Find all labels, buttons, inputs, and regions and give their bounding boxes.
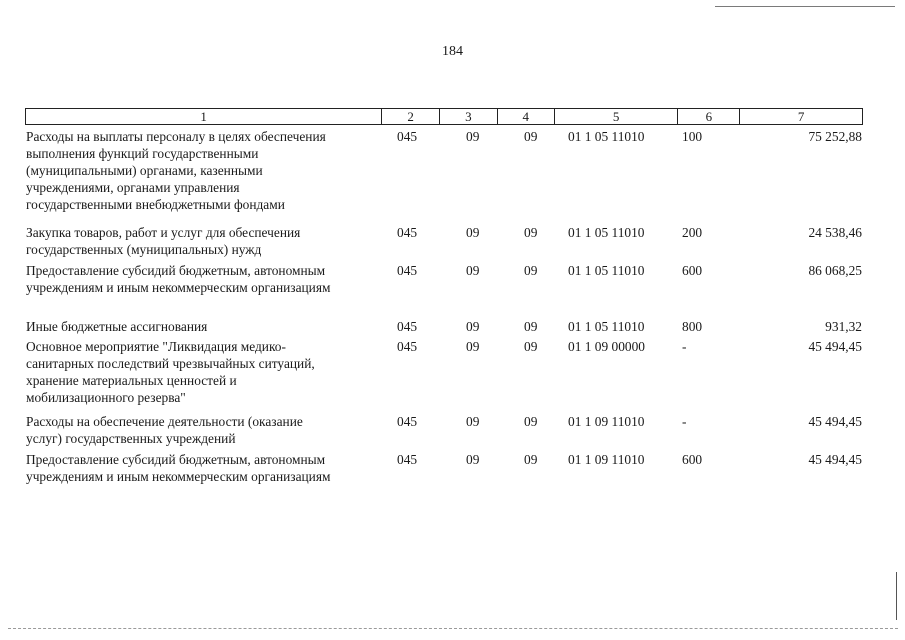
expense-type: 100 <box>682 129 703 144</box>
expense-name <box>26 451 382 485</box>
target-article: 01 1 05 11010 <box>568 319 645 334</box>
section-code: 09 <box>466 452 480 467</box>
expense-name-line: Закупка товаров, работ и услуг для обеспечения <box>26 225 301 240</box>
expense-name-line: Предоставление субсидий бюджетным, автономным <box>26 263 326 278</box>
target-article: 01 1 09 11010 <box>568 414 645 429</box>
expense-type: - <box>682 414 687 429</box>
expense-name-line: учреждениями, органами управления <box>26 180 240 195</box>
section-code: 09 <box>466 319 480 334</box>
scan-edge-top <box>715 6 895 7</box>
expense-name-line: выполнения функций государственными <box>26 146 259 161</box>
expense-name-line: услуг) государственных учреждений <box>26 431 236 446</box>
target-article: 01 1 05 11010 <box>568 225 645 240</box>
page-number: 184 <box>442 44 463 59</box>
table-header <box>25 108 863 125</box>
expense-name <box>26 128 382 213</box>
section-code: 09 <box>466 414 480 429</box>
section-code: 09 <box>466 263 480 278</box>
expense-type: 800 <box>682 319 703 334</box>
section-code: 09 <box>466 225 480 240</box>
expense-type: 600 <box>682 452 703 467</box>
expense-name-line: Предоставление субсидий бюджетным, автономным <box>26 452 326 467</box>
scan-edge-right <box>896 572 897 620</box>
column-header-2: 2 <box>381 109 439 124</box>
target-article: 01 1 05 11010 <box>568 129 645 144</box>
expense-name-line: санитарных последствий чрезвычайных ситуаций, <box>26 356 315 371</box>
subsection-code: 09 <box>524 414 538 429</box>
expense-name-line: государственных (муниципальных) нужд <box>26 242 262 257</box>
subsection-code: 09 <box>524 339 538 354</box>
column-header-6: 6 <box>677 109 739 124</box>
column-header-1: 1 <box>200 109 207 124</box>
expense-name <box>26 318 382 335</box>
expense-name-line: мобилизационного резерва" <box>26 390 186 405</box>
scan-edge-bottom <box>8 628 898 629</box>
column-header-7: 7 <box>739 109 862 124</box>
amount: 45 494,45 <box>808 452 862 467</box>
expense-name-line: (муниципальными) органами, казенными <box>26 163 263 178</box>
amount: 86 068,25 <box>808 263 862 278</box>
target-article: 01 1 05 11010 <box>568 263 645 278</box>
expense-type: - <box>682 339 687 354</box>
admin-code: 045 <box>397 225 418 240</box>
expense-name-line: государственными внебюджетными фондами <box>26 197 285 212</box>
subsection-code: 09 <box>524 319 538 334</box>
expense-name-line: учреждениям и иным некоммерческим организациям <box>26 469 331 484</box>
expense-type: 200 <box>682 225 703 240</box>
amount: 931,32 <box>825 319 862 334</box>
amount: 75 252,88 <box>808 129 862 144</box>
target-article: 01 1 09 00000 <box>568 339 645 354</box>
target-article: 01 1 09 11010 <box>568 452 645 467</box>
subsection-code: 09 <box>524 129 538 144</box>
subsection-code: 09 <box>524 452 538 467</box>
expense-name-line: хранение материальных ценностей и <box>26 373 237 388</box>
expense-name <box>26 413 382 447</box>
admin-code: 045 <box>397 319 418 334</box>
admin-code: 045 <box>397 263 418 278</box>
expense-type: 600 <box>682 263 703 278</box>
expense-name <box>26 338 382 406</box>
section-code: 09 <box>466 129 480 144</box>
expense-name-line: Иные бюджетные ассигнования <box>26 319 208 334</box>
subsection-code: 09 <box>524 263 538 278</box>
expense-name-line: Расходы на обеспечение деятельности (оказание <box>26 414 303 429</box>
column-header-5: 5 <box>554 109 678 124</box>
expense-name <box>26 262 382 296</box>
section-code: 09 <box>466 339 480 354</box>
expense-name-line: Основное мероприятие "Ликвидация медико- <box>26 339 286 354</box>
amount: 24 538,46 <box>808 225 862 240</box>
amount: 45 494,45 <box>808 339 862 354</box>
expense-name-line: Расходы на выплаты персоналу в целях обеспечения <box>26 129 326 144</box>
amount: 45 494,45 <box>808 414 862 429</box>
column-header-3: 3 <box>439 109 497 124</box>
column-header-4: 4 <box>497 109 554 124</box>
admin-code: 045 <box>397 129 418 144</box>
expense-name <box>26 224 382 258</box>
admin-code: 045 <box>397 452 418 467</box>
expense-name-line: учреждениям и иным некоммерческим организациям <box>26 280 331 295</box>
admin-code: 045 <box>397 339 418 354</box>
subsection-code: 09 <box>524 225 538 240</box>
admin-code: 045 <box>397 414 418 429</box>
